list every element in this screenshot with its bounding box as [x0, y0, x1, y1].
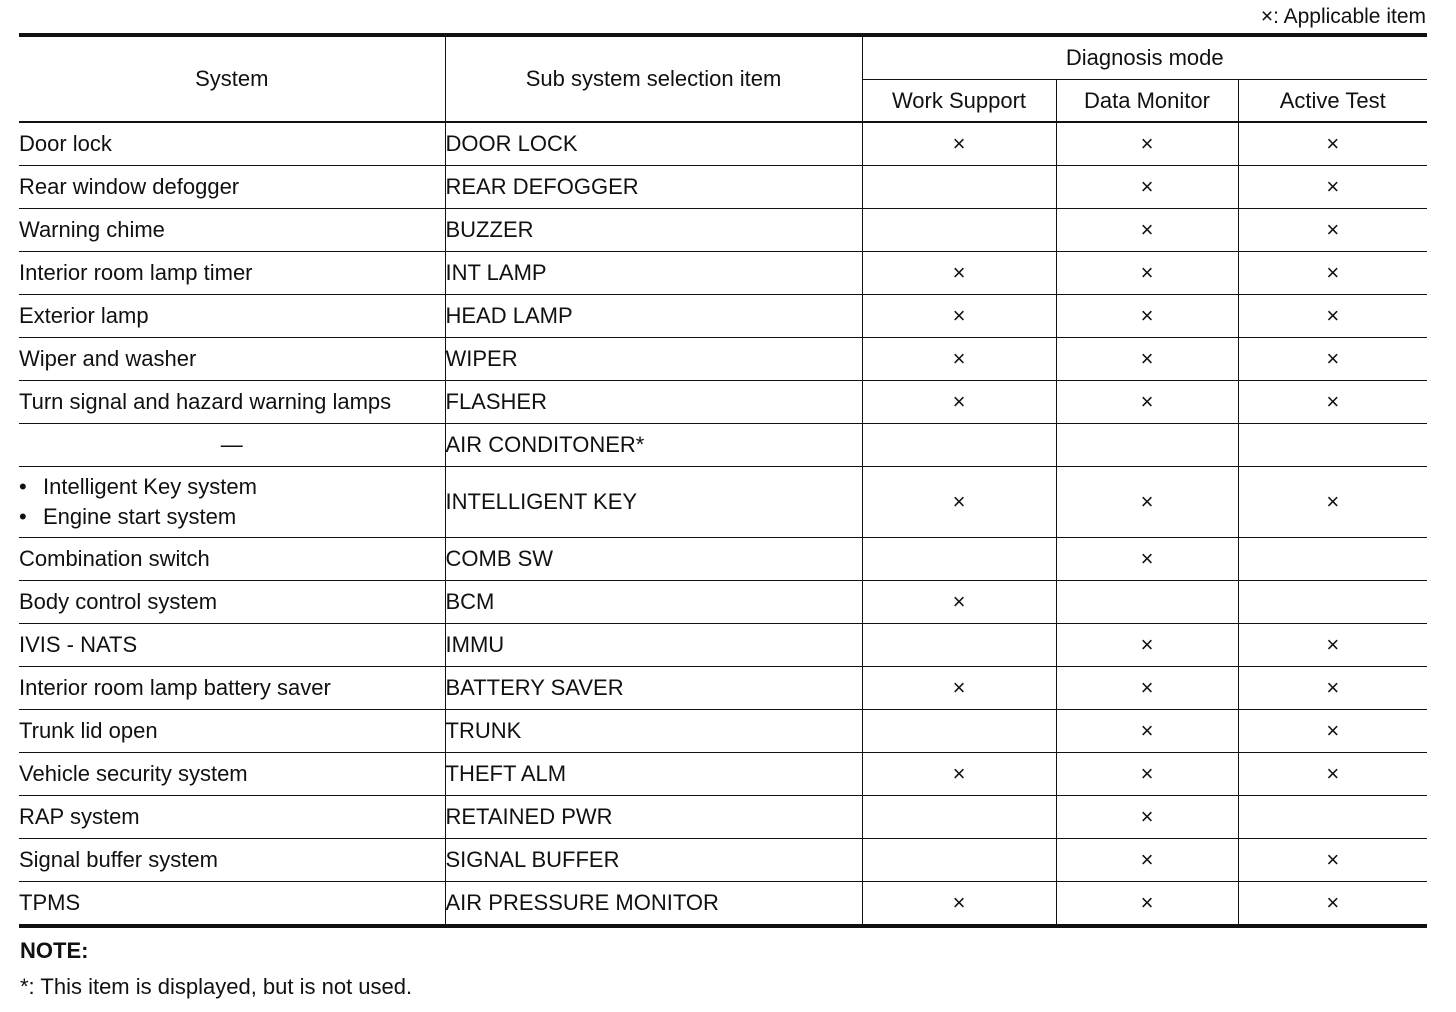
table-row: [19, 209, 1427, 252]
active-test-mark: [1238, 538, 1427, 581]
sub-system-cell: BCM: [445, 581, 862, 624]
data-monitor-mark: ×: [1056, 122, 1238, 166]
data-monitor-mark: ×: [1056, 467, 1238, 538]
sub-system-cell: RETAINED PWR: [445, 796, 862, 839]
system-cell: Exterior lamp: [19, 295, 445, 338]
work-support-mark: [862, 839, 1056, 882]
active-test-mark: ×: [1238, 209, 1427, 252]
system-cell: Wiper and washer: [19, 338, 445, 381]
active-test-mark: ×: [1238, 839, 1427, 882]
sub-system-cell: AIR CONDITONER*: [445, 424, 862, 467]
active-test-mark: ×: [1238, 753, 1427, 796]
work-support-mark: [862, 624, 1056, 667]
system-cell: TPMS: [19, 882, 445, 927]
active-test-mark: [1238, 424, 1427, 467]
sub-system-cell: THEFT ALM: [445, 753, 862, 796]
data-monitor-mark: ×: [1056, 381, 1238, 424]
active-test-mark: ×: [1238, 338, 1427, 381]
system-cell: Warning chime: [19, 209, 445, 252]
data-monitor-mark: ×: [1056, 839, 1238, 882]
system-bullet-item: • Engine start system: [19, 502, 445, 532]
system-cell: [19, 467, 445, 538]
active-test-mark: ×: [1238, 295, 1427, 338]
active-test-mark: ×: [1238, 381, 1427, 424]
data-monitor-mark: ×: [1056, 624, 1238, 667]
active-test-mark: ×: [1238, 252, 1427, 295]
table-row: [19, 710, 1427, 753]
sub-system-cell: TRUNK: [445, 710, 862, 753]
table-row: [19, 667, 1427, 710]
system-cell: Vehicle security system: [19, 753, 445, 796]
active-test-mark: ×: [1238, 710, 1427, 753]
system-cell: IVIS - NATS: [19, 624, 445, 667]
note-title: NOTE:: [20, 938, 89, 963]
table-row: [19, 252, 1427, 295]
work-support-mark: ×: [862, 753, 1056, 796]
system-cell: Trunk lid open: [19, 710, 445, 753]
work-support-mark: ×: [862, 467, 1056, 538]
active-test-mark: [1238, 796, 1427, 839]
active-test-mark: ×: [1238, 166, 1427, 209]
active-test-mark: ×: [1238, 467, 1427, 538]
table-row: [19, 467, 1427, 538]
header-active-test: Active Test: [1238, 80, 1427, 123]
diagnosis-mode-table: [19, 33, 1427, 928]
header-data-monitor: Data Monitor: [1056, 80, 1238, 123]
work-support-mark: ×: [862, 882, 1056, 927]
work-support-mark: [862, 796, 1056, 839]
note-text: *: This item is displayed, but is not used.: [20, 974, 413, 999]
table-row: [19, 882, 1427, 927]
sub-system-cell: FLASHER: [445, 381, 862, 424]
data-monitor-mark: ×: [1056, 338, 1238, 381]
table-row: [19, 624, 1427, 667]
active-test-mark: ×: [1238, 667, 1427, 710]
sub-system-cell: WIPER: [445, 338, 862, 381]
system-bullet-list: [19, 472, 445, 532]
active-test-mark: ×: [1238, 624, 1427, 667]
sub-system-cell: SIGNAL BUFFER: [445, 839, 862, 882]
system-cell: Body control system: [19, 581, 445, 624]
active-test-mark: ×: [1238, 122, 1427, 166]
work-support-mark: [862, 710, 1056, 753]
system-cell: Turn signal and hazard warning lamps: [19, 381, 445, 424]
sub-system-cell: BATTERY SAVER: [445, 667, 862, 710]
work-support-mark: ×: [862, 295, 1056, 338]
work-support-mark: [862, 538, 1056, 581]
data-monitor-mark: ×: [1056, 252, 1238, 295]
system-cell: Combination switch: [19, 538, 445, 581]
table-row: [19, 122, 1427, 166]
sub-system-cell: REAR DEFOGGER: [445, 166, 862, 209]
data-monitor-mark: ×: [1056, 538, 1238, 581]
table-row: [19, 581, 1427, 624]
active-test-mark: ×: [1238, 882, 1427, 927]
table-row: [19, 839, 1427, 882]
work-support-mark: ×: [862, 667, 1056, 710]
sub-system-cell: DOOR LOCK: [445, 122, 862, 166]
system-cell: Rear window defogger: [19, 166, 445, 209]
work-support-mark: [862, 209, 1056, 252]
table-row: [19, 295, 1427, 338]
active-test-mark: [1238, 581, 1427, 624]
work-support-mark: ×: [862, 381, 1056, 424]
table-row: [19, 166, 1427, 209]
system-cell: Interior room lamp battery saver: [19, 667, 445, 710]
table-row: [19, 538, 1427, 581]
header-work-support: Work Support: [862, 80, 1056, 123]
data-monitor-mark: ×: [1056, 667, 1238, 710]
sub-system-cell: INT LAMP: [445, 252, 862, 295]
system-cell: RAP system: [19, 796, 445, 839]
work-support-mark: [862, 424, 1056, 467]
table-row: [19, 753, 1427, 796]
data-monitor-mark: [1056, 581, 1238, 624]
sub-system-cell: BUZZER: [445, 209, 862, 252]
work-support-mark: ×: [862, 122, 1056, 166]
header-system: System: [19, 35, 445, 122]
work-support-mark: [862, 166, 1056, 209]
data-monitor-mark: ×: [1056, 710, 1238, 753]
data-monitor-mark: ×: [1056, 166, 1238, 209]
table-row: [19, 796, 1427, 839]
data-monitor-mark: ×: [1056, 753, 1238, 796]
system-cell: Door lock: [19, 122, 445, 166]
legend-applicable-item: ×: Applicable item: [1260, 5, 1426, 28]
sub-system-cell: AIR PRESSURE MONITOR: [445, 882, 862, 927]
header-diagnosis-mode: Diagnosis mode: [862, 35, 1427, 80]
system-cell: Interior room lamp timer: [19, 252, 445, 295]
table-row: [19, 338, 1427, 381]
data-monitor-mark: ×: [1056, 295, 1238, 338]
data-monitor-mark: ×: [1056, 796, 1238, 839]
data-monitor-mark: ×: [1056, 882, 1238, 927]
table-row: [19, 424, 1427, 467]
sub-system-cell: IMMU: [445, 624, 862, 667]
work-support-mark: ×: [862, 252, 1056, 295]
data-monitor-mark: ×: [1056, 209, 1238, 252]
data-monitor-mark: [1056, 424, 1238, 467]
system-cell: Signal buffer system: [19, 839, 445, 882]
work-support-mark: ×: [862, 338, 1056, 381]
system-cell: —: [19, 424, 445, 467]
sub-system-cell: HEAD LAMP: [445, 295, 862, 338]
work-support-mark: ×: [862, 581, 1056, 624]
sub-system-cell: INTELLIGENT KEY: [445, 467, 862, 538]
table-row: [19, 381, 1427, 424]
header-sub-system: Sub system selection item: [445, 35, 862, 122]
sub-system-cell: COMB SW: [445, 538, 862, 581]
system-bullet-item: • Intelligent Key system: [19, 472, 445, 502]
